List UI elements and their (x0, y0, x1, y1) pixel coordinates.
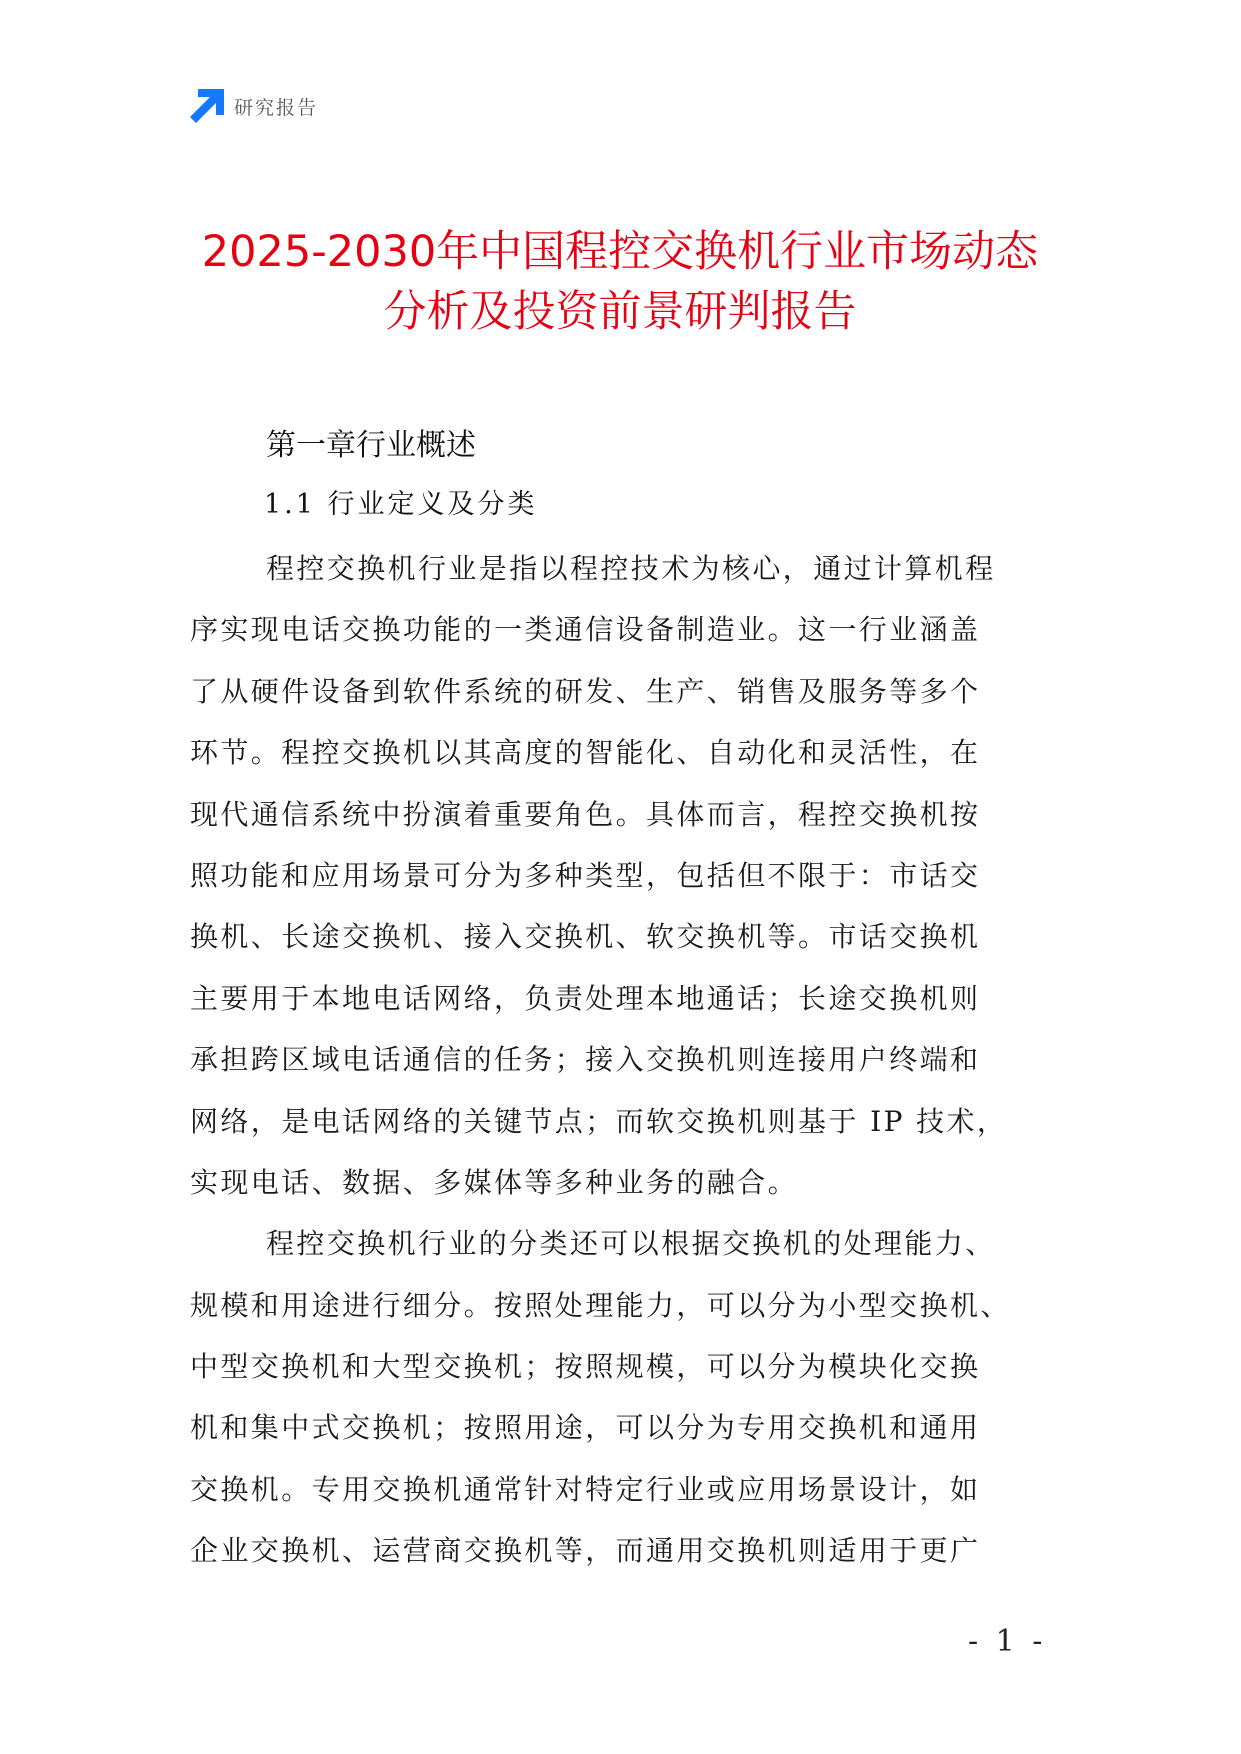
header-label: 研究报告 (234, 96, 319, 119)
paragraph-line: 交换机。专用交换机通常针对特定行业或应用场景设计，如 (190, 1472, 981, 1506)
report-title (150, 222, 1090, 342)
paragraph-line: 现代通信系统中扮演着重要角色。具体而言，程控交换机按 (190, 797, 981, 831)
chapter-heading: 第一章行业概述 (266, 428, 476, 463)
paragraph-line: 规模和用途进行细分。按照处理能力，可以分为小型交换机、 (190, 1288, 1011, 1322)
arrow-up-right-icon (190, 89, 224, 123)
paragraph-line: 主要用于本地电话网络，负责处理本地通话；长途交换机则 (190, 981, 981, 1015)
paragraph-line: 企业交换机、运营商交换机等，而通用交换机则适用于更广 (190, 1534, 981, 1568)
paragraph-line: 序实现电话交换功能的一类通信设备制造业。这一行业涵盖 (190, 613, 981, 647)
paragraph-line: 了从硬件设备到软件系统的研发、生产、销售及服务等多个 (190, 674, 981, 708)
paragraph-line: 网络，是电话网络的关键节点；而软交换机则基于 IP 技术， (190, 1104, 1008, 1138)
paragraph-line: 程控交换机行业的分类还可以根据交换机的处理能力、 (266, 1227, 996, 1261)
paragraph-line: 承担跨区域电话通信的任务；接入交换机则连接用户终端和 (190, 1043, 981, 1077)
paragraph-line: 实现电话、数据、多媒体等多种业务的融合。 (190, 1165, 799, 1199)
paragraph-line: 中型交换机和大型交换机；按照规模，可以分为模块化交换 (190, 1350, 981, 1384)
paragraph-line: 程控交换机行业是指以程控技术为核心，通过计算机程 (266, 552, 996, 585)
section-heading: 1.1 行业定义及分类 (264, 489, 538, 520)
title-line-1: 2025-2030年中国程控交换机行业市场动态 (201, 227, 1039, 277)
paragraph-line: 机和集中式交换机；按照用途，可以分为专用交换机和通用 (190, 1411, 981, 1445)
paragraph-line: 环节。程控交换机以其高度的智能化、自动化和灵活性，在 (190, 736, 981, 770)
page-number: - 1 - (968, 1624, 1047, 1659)
report-header (190, 88, 318, 124)
title-line-2: 分析及投资前景研判报告 (383, 287, 857, 337)
body-text (190, 538, 1070, 1582)
paragraph-line: 照功能和应用场景可分为多种类型，包括但不限于：市话交 (190, 858, 981, 892)
paragraph-line: 换机、长途交换机、接入交换机、软交换机等。市话交换机 (190, 920, 981, 954)
